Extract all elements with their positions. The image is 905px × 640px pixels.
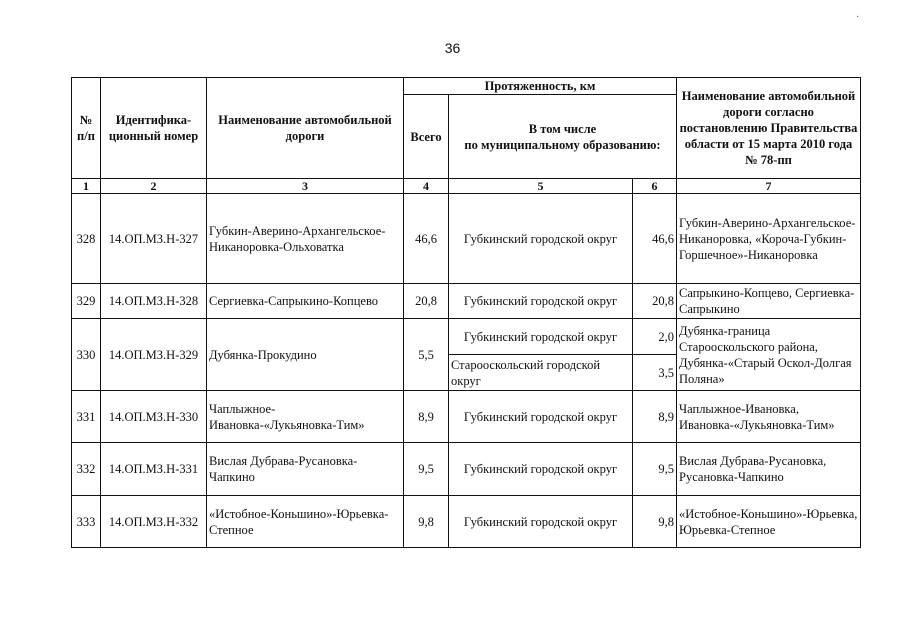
row-district: Губкинский городской округ	[449, 284, 633, 319]
table-row	[72, 284, 861, 319]
column-number: 7	[677, 179, 861, 194]
column-number: 2	[101, 179, 207, 194]
row-length: 9,5	[633, 443, 677, 496]
table-row	[72, 194, 861, 284]
roads-table	[71, 77, 861, 548]
row-road-name: Сергиевка-Сапрыкино-Копцево	[207, 284, 404, 319]
table-row	[72, 391, 861, 443]
row-id: 14.ОП.МЗ.Н-332	[101, 496, 207, 548]
row-id: 14.ОП.МЗ.Н-330	[101, 391, 207, 443]
row-num: 328	[72, 194, 101, 284]
row-id: 14.ОП.МЗ.Н-328	[101, 284, 207, 319]
header-length-group: Протяженность, км	[404, 78, 677, 95]
header-total: Всего	[404, 95, 449, 179]
header-decree: Наименование автомобильной дороги согласно постановлению Правительства области от 15 марта 2010 года № 78-пп	[677, 78, 861, 179]
row-decree: Сапрыкино-Копцево, Сергиевка-Сапрыкино	[677, 284, 861, 319]
header-including	[449, 95, 677, 179]
column-number: 1	[72, 179, 101, 194]
row-total: 9,5	[404, 443, 449, 496]
header-id: Идентифика-ционный номер	[101, 78, 207, 179]
table-row	[72, 443, 861, 496]
row-road-name: Вислая Дубрава-Русановка-Чапкино	[207, 443, 404, 496]
header-including-line1: В том числе	[528, 121, 597, 136]
row-road-name: Дубянка-Прокудино	[207, 319, 404, 391]
table-row	[72, 496, 861, 548]
scan-mark: ·	[856, 12, 860, 23]
row-num: 333	[72, 496, 101, 548]
page-number: 36	[444, 40, 461, 56]
row-length: 20,8	[633, 284, 677, 319]
row-length: 46,6	[633, 194, 677, 284]
row-length: 2,0	[633, 319, 677, 355]
row-total: 20,8	[404, 284, 449, 319]
header-num: № п/п	[72, 78, 101, 179]
row-id: 14.ОП.МЗ.Н-331	[101, 443, 207, 496]
row-district: Губкинский городской округ	[449, 391, 633, 443]
row-decree: Губкин-Аверино-Архангельское-Никаноровка, «Короча-Губкин-Горшечное»-Никаноровка	[677, 194, 861, 284]
column-number: 6	[633, 179, 677, 194]
row-id: 14.ОП.МЗ.Н-329	[101, 319, 207, 391]
row-total: 9,8	[404, 496, 449, 548]
header-including-line2: по муниципальному образованию:	[464, 137, 661, 152]
row-num: 329	[72, 284, 101, 319]
row-decree: «Истобное-Коньшино»-Юрьевка, Юрьевка-Степное	[677, 496, 861, 548]
row-decree: Дубянка-граница Старооскольского района, Дубянка-«Старый Оскол-Долгая Поляна»	[677, 319, 861, 391]
row-road-name: Чаплыжное-Ивановка-«Лукьяновка-Тим»	[207, 391, 404, 443]
row-district: Губкинский городской округ	[449, 194, 633, 284]
row-total: 8,9	[404, 391, 449, 443]
row-district: Губкинский городской округ	[449, 443, 633, 496]
row-decree: Чаплыжное-Ивановка, Ивановка-«Лукьяновка-Тим»	[677, 391, 861, 443]
row-length: 8,9	[633, 391, 677, 443]
header-name: Наименование автомобильной дороги	[207, 78, 404, 179]
row-length-2: 3,5	[633, 355, 677, 391]
row-total: 5,5	[404, 319, 449, 391]
row-district: Губкинский городской округ	[449, 496, 633, 548]
row-total: 46,6	[404, 194, 449, 284]
row-district-2: Старооскольский городской округ	[449, 355, 633, 391]
column-number: 5	[449, 179, 633, 194]
row-num: 331	[72, 391, 101, 443]
column-number: 4	[404, 179, 449, 194]
row-length: 9,8	[633, 496, 677, 548]
row-decree: Вислая Дубрава-Русановка, Русановка-Чапкино	[677, 443, 861, 496]
row-road-name: Губкин-Аверино-Архангельское-Никаноровка-Ольховатка	[207, 194, 404, 284]
row-id: 14.ОП.МЗ.Н-327	[101, 194, 207, 284]
row-road-name: «Истобное-Коньшино»-Юрьевка-Степное	[207, 496, 404, 548]
table-row	[72, 319, 861, 355]
row-district: Губкинский городской округ	[449, 319, 633, 355]
row-num: 332	[72, 443, 101, 496]
column-number: 3	[207, 179, 404, 194]
row-num: 330	[72, 319, 101, 391]
